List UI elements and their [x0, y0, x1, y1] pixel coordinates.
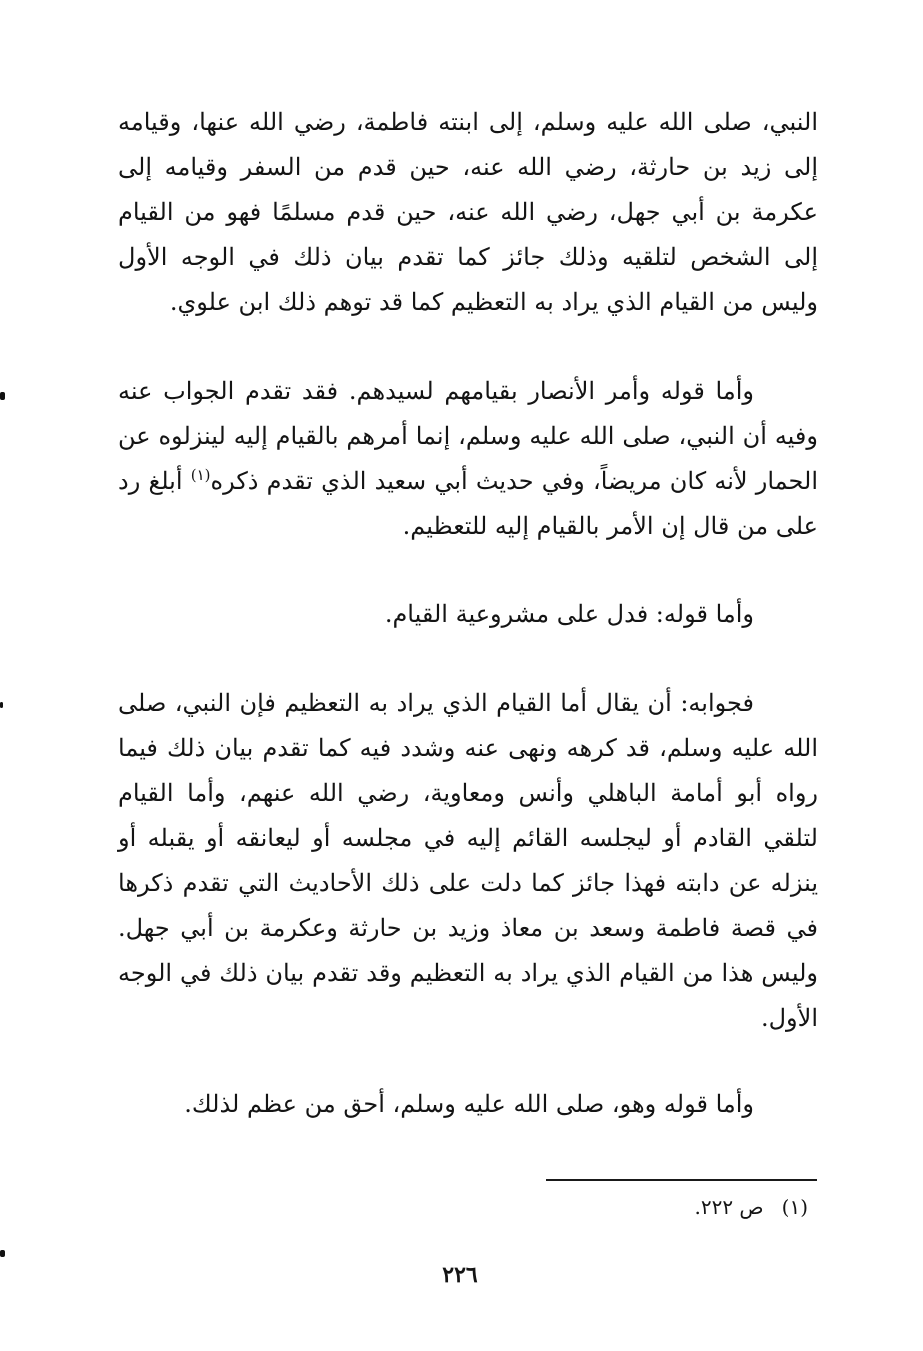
paragraph-5: وأما قوله وهو، صلى الله عليه وسلم، أحق من عظم لذلك.: [184, 1090, 754, 1118]
paragraph-2-tail: أبلغ رد على من قال إن الأمر بالقيام إليه للتعظيم.: [118, 467, 818, 540]
page-number: ٢٢٦: [442, 1262, 478, 1288]
paragraph-2-text: وأما قوله وأمر الأنصار بقيامهم لسيدهم. فقد تقدم الجواب عنه وفيه أن النبي، صلى الله عليه وسلم، إنما أمرهم بالقيام إليه لينزلوه عن الحمار لأنه كان مريضاً، وفي حديث أبي سعيد الذي تقدم ذكره: [118, 377, 818, 495]
paragraph-4: فجوابه: أن يقال أما القيام الذي يراد به التعظيم فإن النبي، صلى الله عليه وسلم، قد كرهه ونهى عنه وشدد فيه كما تقدم بيان ذلك فيما رواه أبو أمامة الباهلي وأنس ومعاوية، رضي الله عنهم، وأما القيام لتلقي القادم أو ليجلسه القائم إليه في مجلسه أو ليعانقه أو يقبله أو ينزله عن دابته فهذا جائز كما دلت على ذلك الأحاديث التي تقدم ذكرها في قصة فاطمة وسعد بن معاذ وزيد بن حارثة وعكرمة بن أبي جهل. وليس هذا من القيام الذي يراد به التعظيم وقد تقدم بيان ذلك في الوجه الأول.: [118, 689, 818, 1032]
scan-edge-mark: [0, 1250, 5, 1257]
footnote-divider: [546, 1179, 817, 1181]
footnote-text: ص ٢٢٢.: [694, 1195, 764, 1219]
scan-edge-mark: [0, 392, 5, 400]
scan-edge-mark: [0, 702, 3, 708]
footnote: [560, 1192, 808, 1222]
paragraph-2: [118, 369, 818, 549]
paragraph-3: وأما قوله: فدل على مشروعية القيام.: [384, 600, 754, 628]
footnote-number: (١): [781, 1195, 808, 1219]
footnote-reference: (١): [190, 466, 211, 484]
paragraph-1: النبي، صلى الله عليه وسلم، إلى ابنته فاطمة، رضي الله عنها، وقيامه إلى زيد بن حارثة، رضي الله عنه، حين قدم من السفر وقيامه إلى عكرمة بن أبي جهل، رضي الله عنه، حين قدم مسلمًا فهو من القيام إلى الشخص لتلقيه وذلك جائز كما تقدم بيان ذلك في الوجه الأول وليس من القيام الذي يراد به التعظيم كما قد توهم ذلك ابن علوي.: [118, 108, 818, 316]
